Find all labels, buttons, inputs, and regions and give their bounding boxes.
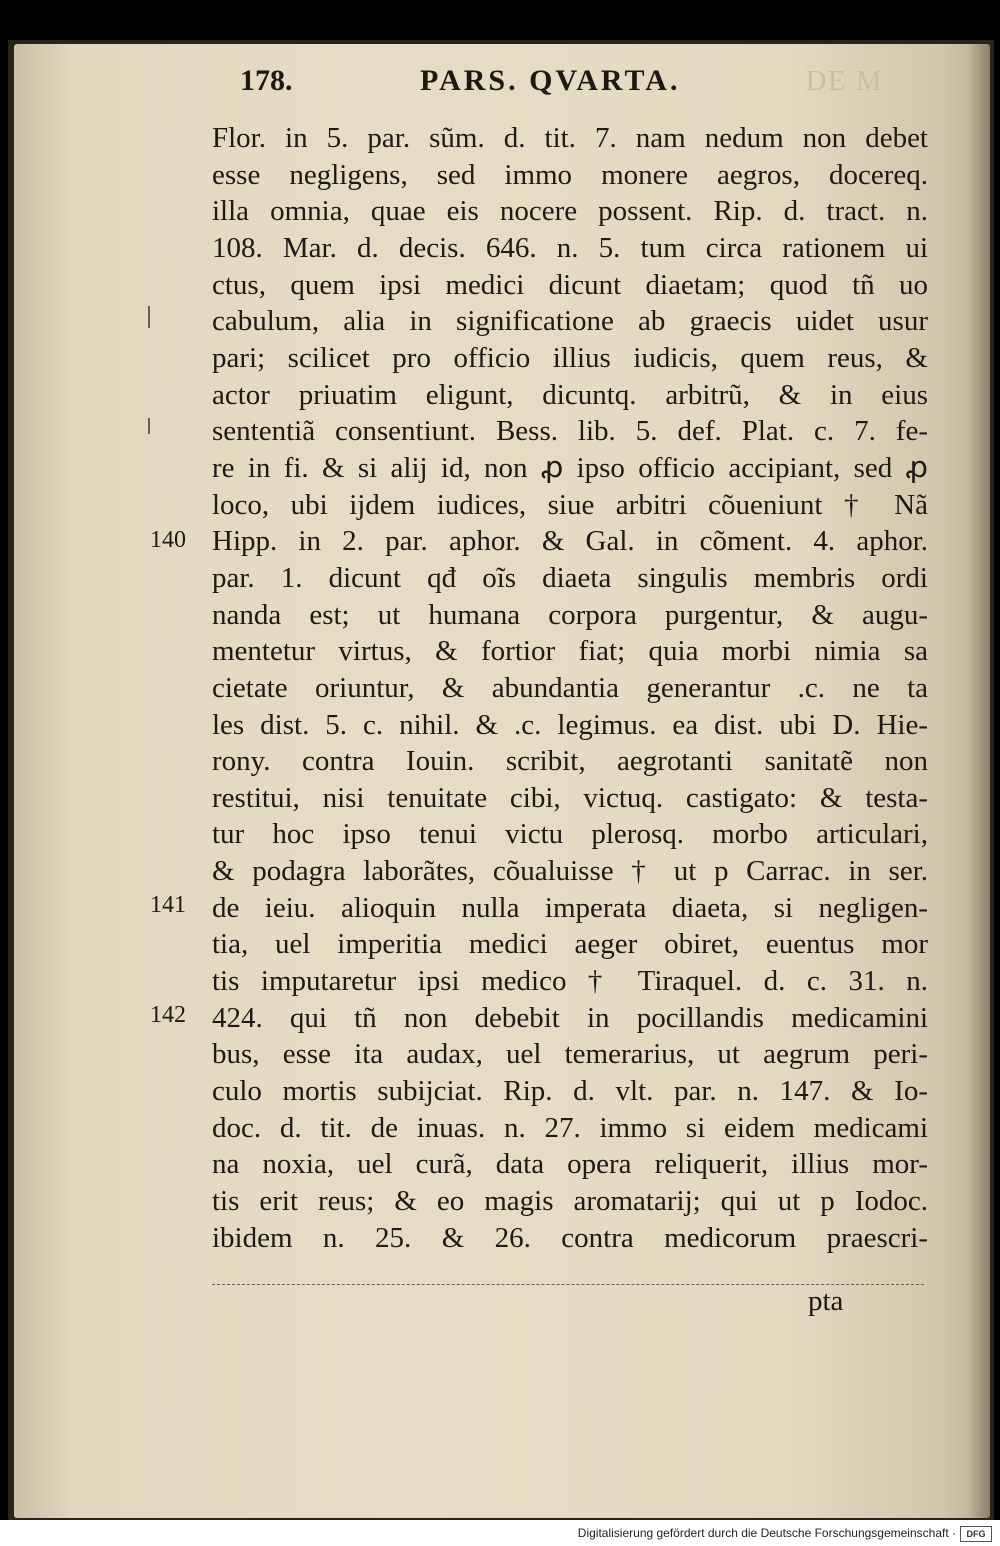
marginal-number: 140 <box>150 527 186 553</box>
text-line: sententiã consentiunt. Bess. lib. 5. def. Plat. c. 7. fe- <box>212 415 928 448</box>
text-line: nanda est; ut humana corpora purgentur, & augu- <box>212 598 928 631</box>
marginal-number: 141 <box>150 892 186 918</box>
text-line: tis imputaretur ipsi medico † Tiraquel. d. c. 31. n. <box>212 965 928 998</box>
page-number: 178. <box>240 64 293 97</box>
text-line: na noxia, uel curã, data opera reliquerit, illius mor- <box>212 1148 928 1181</box>
dfg-logo: DFG <box>960 1526 992 1542</box>
marginal-number: 142 <box>150 1002 186 1028</box>
text-line: restitui, nisi tenuitate cibi, victuq. castigato: & testa- <box>212 781 928 814</box>
text-line: cietate oriuntur, & abundantia generantur .c. ne ta <box>212 671 928 704</box>
text-line: pari; scilicet pro officio illius iudicis, quem reus, & <box>212 341 928 374</box>
text-line: bus, esse ita audax, uel temerarius, ut aegrum peri- <box>212 1038 928 1071</box>
text-line: loco, ubi ijdem iudices, siue arbitri cõueniunt † Nã <box>212 488 928 521</box>
text-line: Hipp. in 2. par. aphor. & Gal. in cõment. 4. aphor. <box>212 525 928 558</box>
text-line: 108. Mar. d. decis. 646. n. 5. tum circa rationem ui <box>212 231 928 264</box>
text-line: tia, uel imperitia medici aeger obiret, euentus mor <box>212 928 928 961</box>
text-line: cabulum, alia in significatione ab graecis uidet usur <box>212 305 928 338</box>
text-line: rony. contra Iouin. scribit, aegrotanti sanitatẽ non <box>212 745 928 778</box>
text-line: les dist. 5. c. nihil. & .c. legimus. ea dist. ubi D. Hie- <box>212 708 928 741</box>
catchword: pta <box>808 1285 844 1317</box>
text-line: de ieiu. alioquin nulla imperata diaeta, si negligen- <box>212 891 928 924</box>
funding-credit: Digitalisierung gefördert durch die Deutsche Forschungsgemeinschaft · <box>577 1526 956 1540</box>
text-line: tur hoc ipso tenui victu plerosq. morbo articulari, <box>212 818 928 851</box>
text-line: par. 1. dicunt qđ oĩs diaeta singulis membris ordi <box>212 561 928 594</box>
text-line: Flor. in 5. par. sũm. d. tit. 7. nam nedum non debet <box>212 122 928 154</box>
text-line: actor priuatim eligunt, dicuntq. arbitrũ, & in eius <box>212 378 928 411</box>
footer-bar <box>0 1520 1000 1546</box>
running-title: PARS. QVARTA. <box>420 64 681 97</box>
text-line: ctus, quem ipsi medici dicunt diaetam; quod tñ uo <box>212 268 928 301</box>
text-line: culo mortis subijciat. Rip. d. vlt. par. n. 147. & Io- <box>212 1075 928 1108</box>
text-line: mentetur virtus, & fortior fiat; quia morbi nimia sa <box>212 635 928 668</box>
text-line: ibidem n. 25. & 26. contra medicorum praescri- <box>212 1221 928 1254</box>
text-line: tis erit reus; & eo magis aromatarij; qui ut p Iodoc. <box>212 1185 928 1218</box>
text-line: esse negligens, sed immo monere aegros, docereq. <box>212 158 928 191</box>
margin-mark <box>148 306 150 328</box>
text-line: illa omnia, quae eis nocere possent. Rip. d. tract. n. <box>212 195 928 228</box>
gutter-shadow <box>968 44 990 1518</box>
text-line: doc. d. tit. de inuas. n. 27. immo si eidem medicami <box>212 1111 928 1144</box>
margin-mark <box>148 418 150 434</box>
text-line: & podagra laborãtes, cõualuisse † ut p Carrac. in ser. <box>212 855 928 888</box>
body-text <box>212 120 928 1256</box>
text-line: re in fi. & si alij id, non ꝓ ipso officio accipiant, sed ꝓ <box>212 451 928 484</box>
running-header <box>240 64 760 104</box>
text-line: 424. qui tñ non debebit in pocillandis medicamini <box>212 1001 928 1034</box>
show-through-text: DE M <box>806 66 884 97</box>
